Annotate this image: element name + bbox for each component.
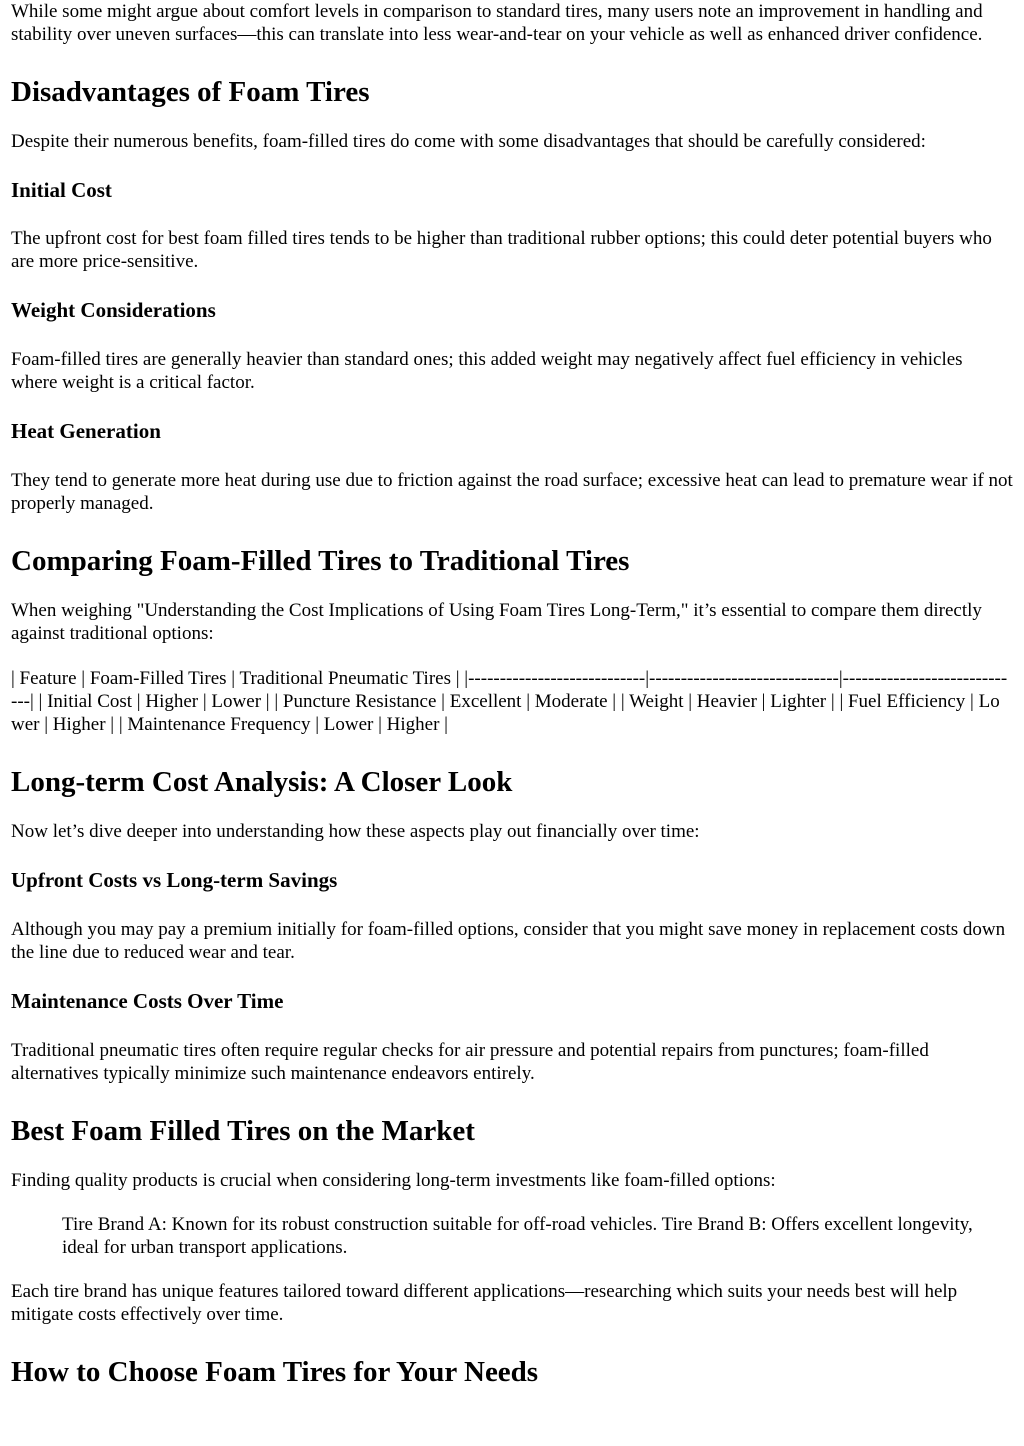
paragraph-comparing: When weighing "Understanding the Cost Implications of Using Foam Tires Long-Term," it’s essential to compare them directly against traditional options: (11, 600, 982, 644)
heading-how-to-choose: How to Choose Foam Tires for Your Needs (11, 1356, 539, 1388)
brands-blockquote: Tire Brand A: Known for its robust construction suitable for off-road vehicles. Tire Brand B: Offers excellent longevity, ideal for urban transport applications. (62, 1214, 973, 1258)
heading-best-foam-tires: Best Foam Filled Tires on the Market (11, 1115, 475, 1147)
paragraph-brands: Each tire brand has unique features tailored toward different applications—researching which suits your needs best will help mitigate costs effectively over time. (11, 1281, 958, 1325)
paragraph-heat-generation: They tend to generate more heat during use due to friction against the road surface; excessive heat can lead to premature wear if not properly managed. (11, 470, 1013, 514)
heading-comparing: Comparing Foam-Filled Tires to Traditional Tires (11, 545, 630, 577)
heading-upfront-costs: Upfront Costs vs Long-term Savings (11, 868, 338, 892)
paragraph-intro: While some might argue about comfort levels in comparison to standard tires, many users note an improvement in handling and stability over uneven surfaces—this can translate into less wear-and-tear on your vehicle as well as enhanced driver confidence. (11, 1, 983, 45)
heading-disadvantages: Disadvantages of Foam Tires (11, 76, 370, 108)
paragraph-maintenance-costs: Traditional pneumatic tires often require regular checks for air pressure and potential repairs from punctures; foam-filled alternatives typically minimize such maintenance endeavors entirely. (11, 1040, 929, 1084)
paragraph-upfront-costs: Although you may pay a premium initially for foam-filled options, consider that you might save money in replacement costs down the line due to reduced wear and tear. (11, 919, 1006, 963)
paragraph-long-term-analysis: Now let’s dive deeper into understanding how these aspects play out financially over time: (11, 821, 700, 842)
paragraph-best-foam-tires: Finding quality products is crucial when considering long-term investments like foam-filled options: (11, 1170, 776, 1191)
heading-weight-considerations: Weight Considerations (11, 298, 216, 322)
heading-long-term-analysis: Long-term Cost Analysis: A Closer Look (11, 766, 513, 798)
paragraph-initial-cost: The upfront cost for best foam filled tires tends to be higher than traditional rubber options; this could deter potential buyers who are more price-sensitive. (11, 228, 992, 272)
heading-heat-generation: Heat Generation (11, 419, 161, 443)
comparison-table-text: | Feature | Foam-Filled Tires | Traditional Pneumatic Tires | |----------------------------|------------------------------|-----------------------------| | Initial Cost | Higher | Lower | | Puncture Resistance | Excellent | Moderate | | Weight | Heavier | Lighter | | Fuel Efficiency | Lower | Higher | | Maintenance Frequency | Lower | Higher | (11, 668, 1008, 735)
heading-initial-cost: Initial Cost (11, 178, 112, 202)
heading-maintenance-costs: Maintenance Costs Over Time (11, 989, 284, 1013)
paragraph-disadvantages: Despite their numerous benefits, foam-filled tires do come with some disadvantages that should be carefully considered: (11, 131, 926, 152)
paragraph-weight-considerations: Foam-filled tires are generally heavier than standard ones; this added weight may negatively affect fuel efficiency in vehicles where weight is a critical factor. (11, 349, 963, 393)
